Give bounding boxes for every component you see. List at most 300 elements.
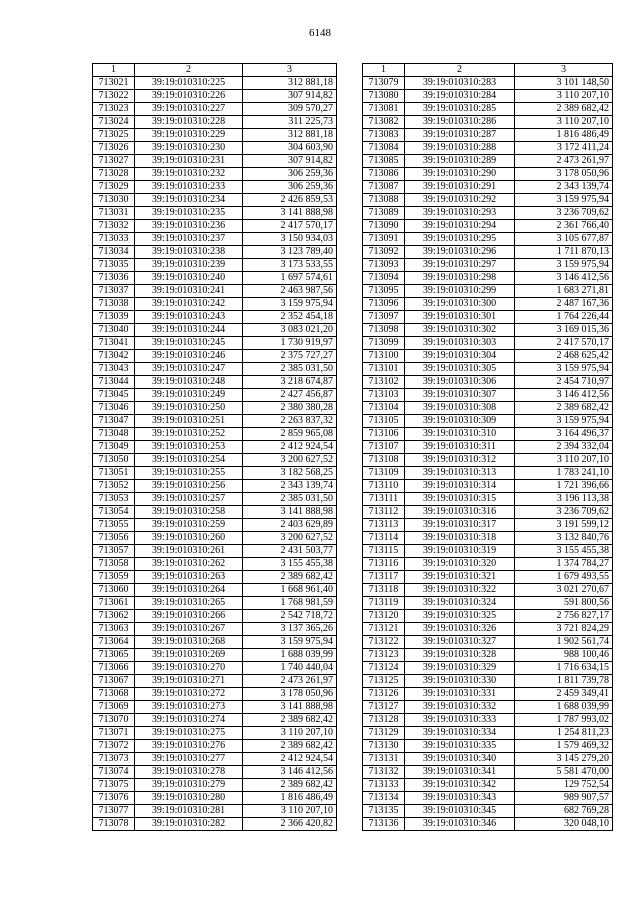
cadastral-number-cell: 39:19:010310:262	[135, 558, 243, 571]
cadastral-number-cell: 39:19:010310:331	[405, 688, 515, 701]
table-row	[93, 142, 337, 155]
table-row	[93, 389, 337, 402]
row-number-cell: 713121	[363, 623, 405, 636]
row-number-cell: 713096	[363, 298, 405, 311]
cadastral-number-cell: 39:19:010310:263	[135, 571, 243, 584]
cadastral-number-cell: 39:19:010310:291	[405, 181, 515, 194]
value-cell: 3 218 674,87	[243, 376, 337, 389]
row-number-cell: 713038	[93, 298, 135, 311]
registry-table-left	[92, 63, 337, 831]
column-header: 3	[243, 64, 337, 77]
table-row	[93, 727, 337, 740]
value-cell: 3 173 533,55	[243, 259, 337, 272]
table-row	[363, 337, 613, 350]
row-number-cell: 713064	[93, 636, 135, 649]
table-row	[93, 480, 337, 493]
value-cell: 2 385 031,50	[243, 493, 337, 506]
row-number-cell: 713024	[93, 116, 135, 129]
row-number-cell: 713136	[363, 818, 405, 831]
cadastral-number-cell: 39:19:010310:329	[405, 662, 515, 675]
cadastral-number-cell: 39:19:010310:233	[135, 181, 243, 194]
value-cell: 1 768 981,59	[243, 597, 337, 610]
table-row	[363, 701, 613, 714]
table-row	[93, 168, 337, 181]
value-cell: 3 155 455,38	[243, 558, 337, 571]
value-cell: 2 468 625,42	[515, 350, 613, 363]
value-cell: 2 756 827,17	[515, 610, 613, 623]
row-number-cell: 713048	[93, 428, 135, 441]
cadastral-number-cell: 39:19:010310:314	[405, 480, 515, 493]
cadastral-number-cell: 39:19:010310:330	[405, 675, 515, 688]
cadastral-number-cell: 39:19:010310:309	[405, 415, 515, 428]
table-row	[363, 714, 613, 727]
row-number-cell: 713134	[363, 792, 405, 805]
value-cell: 2 366 420,82	[243, 818, 337, 831]
value-cell: 129 752,54	[515, 779, 613, 792]
table-row	[93, 623, 337, 636]
table-row	[363, 610, 613, 623]
value-cell: 1 764 226,44	[515, 311, 613, 324]
row-number-cell: 713124	[363, 662, 405, 675]
row-number-cell: 713031	[93, 207, 135, 220]
table-row	[93, 402, 337, 415]
cadastral-number-cell: 39:19:010310:299	[405, 285, 515, 298]
value-cell: 1 579 469,32	[515, 740, 613, 753]
row-number-cell: 713104	[363, 402, 405, 415]
value-cell: 1 783 241,10	[515, 467, 613, 480]
row-number-cell: 713129	[363, 727, 405, 740]
value-cell: 3 236 709,62	[515, 506, 613, 519]
value-cell: 1 730 919,97	[243, 337, 337, 350]
row-number-cell: 713060	[93, 584, 135, 597]
table-row	[363, 467, 613, 480]
cadastral-number-cell: 39:19:010310:284	[405, 90, 515, 103]
cadastral-number-cell: 39:19:010310:296	[405, 246, 515, 259]
cadastral-number-cell: 39:19:010310:268	[135, 636, 243, 649]
row-number-cell: 713100	[363, 350, 405, 363]
table-row	[363, 428, 613, 441]
cadastral-number-cell: 39:19:010310:308	[405, 402, 515, 415]
cadastral-number-cell: 39:19:010310:251	[135, 415, 243, 428]
row-number-cell: 713103	[363, 389, 405, 402]
row-number-cell: 713026	[93, 142, 135, 155]
row-number-cell: 713111	[363, 493, 405, 506]
cadastral-number-cell: 39:19:010310:289	[405, 155, 515, 168]
table-row	[93, 610, 337, 623]
cadastral-number-cell: 39:19:010310:252	[135, 428, 243, 441]
cadastral-number-cell: 39:19:010310:242	[135, 298, 243, 311]
cadastral-number-cell: 39:19:010310:239	[135, 259, 243, 272]
value-cell: 309 570,27	[243, 103, 337, 116]
cadastral-number-cell: 39:19:010310:269	[135, 649, 243, 662]
cadastral-number-cell: 39:19:010310:225	[135, 77, 243, 90]
cadastral-number-cell: 39:19:010310:324	[405, 597, 515, 610]
table-row	[363, 350, 613, 363]
value-cell: 3 110 207,10	[243, 727, 337, 740]
cadastral-number-cell: 39:19:010310:228	[135, 116, 243, 129]
column-header: 2	[405, 64, 515, 77]
cadastral-number-cell: 39:19:010310:259	[135, 519, 243, 532]
table-row	[363, 545, 613, 558]
cadastral-number-cell: 39:19:010310:265	[135, 597, 243, 610]
cadastral-number-cell: 39:19:010310:258	[135, 506, 243, 519]
table-row	[93, 532, 337, 545]
value-cell: 2 459 349,41	[515, 688, 613, 701]
row-number-cell: 713036	[93, 272, 135, 285]
table-row	[363, 493, 613, 506]
table-row	[363, 142, 613, 155]
row-number-cell: 713108	[363, 454, 405, 467]
row-number-cell: 713113	[363, 519, 405, 532]
row-number-cell: 713062	[93, 610, 135, 623]
table-row	[363, 792, 613, 805]
value-cell: 3 141 888,98	[243, 506, 337, 519]
table-row	[363, 532, 613, 545]
value-cell: 3 236 709,62	[515, 207, 613, 220]
value-cell: 307 914,82	[243, 155, 337, 168]
cadastral-number-cell: 39:19:010310:315	[405, 493, 515, 506]
value-cell: 2 431 503,77	[243, 545, 337, 558]
cadastral-number-cell: 39:19:010310:270	[135, 662, 243, 675]
row-number-cell: 713028	[93, 168, 135, 181]
value-cell: 1 254 811,23	[515, 727, 613, 740]
cadastral-number-cell: 39:19:010310:311	[405, 441, 515, 454]
value-cell: 3 132 840,76	[515, 532, 613, 545]
row-number-cell: 713075	[93, 779, 135, 792]
row-number-cell: 713094	[363, 272, 405, 285]
cadastral-number-cell: 39:19:010310:333	[405, 714, 515, 727]
table-row	[93, 805, 337, 818]
value-cell: 2 412 924,54	[243, 753, 337, 766]
cadastral-number-cell: 39:19:010310:294	[405, 220, 515, 233]
cadastral-number-cell: 39:19:010310:279	[135, 779, 243, 792]
value-cell: 2 473 261,97	[243, 675, 337, 688]
table-row	[93, 298, 337, 311]
table-row	[363, 727, 613, 740]
table-row	[93, 467, 337, 480]
row-number-cell: 713081	[363, 103, 405, 116]
cadastral-number-cell: 39:19:010310:254	[135, 454, 243, 467]
row-number-cell: 713130	[363, 740, 405, 753]
row-number-cell: 713080	[363, 90, 405, 103]
table-row	[363, 194, 613, 207]
cadastral-number-cell: 39:19:010310:310	[405, 428, 515, 441]
row-number-cell: 713112	[363, 506, 405, 519]
cadastral-number-cell: 39:19:010310:285	[405, 103, 515, 116]
row-number-cell: 713039	[93, 311, 135, 324]
table-row	[93, 194, 337, 207]
cadastral-number-cell: 39:19:010310:345	[405, 805, 515, 818]
table-row	[93, 454, 337, 467]
table-row	[363, 285, 613, 298]
value-cell: 3 110 207,10	[515, 90, 613, 103]
value-cell: 3 178 050,96	[243, 688, 337, 701]
table-row	[363, 155, 613, 168]
cadastral-number-cell: 39:19:010310:341	[405, 766, 515, 779]
row-number-cell: 713126	[363, 688, 405, 701]
table-row	[363, 753, 613, 766]
row-number-cell: 713087	[363, 181, 405, 194]
table-row	[93, 792, 337, 805]
cadastral-number-cell: 39:19:010310:295	[405, 233, 515, 246]
row-number-cell: 713105	[363, 415, 405, 428]
table-row	[363, 519, 613, 532]
table-row	[93, 636, 337, 649]
table-row	[363, 818, 613, 831]
value-cell: 1 688 039,99	[243, 649, 337, 662]
value-cell: 1 668 961,40	[243, 584, 337, 597]
row-number-cell: 713059	[93, 571, 135, 584]
value-cell: 3 137 365,26	[243, 623, 337, 636]
table-row	[363, 233, 613, 246]
table-row	[363, 324, 613, 337]
row-number-cell: 713025	[93, 129, 135, 142]
value-cell: 2 389 682,42	[243, 740, 337, 753]
row-number-cell: 713095	[363, 285, 405, 298]
value-cell: 682 769,28	[515, 805, 613, 818]
value-cell: 2 859 965,08	[243, 428, 337, 441]
table-row	[93, 350, 337, 363]
table-row	[363, 259, 613, 272]
row-number-cell: 713128	[363, 714, 405, 727]
row-number-cell: 713132	[363, 766, 405, 779]
cadastral-number-cell: 39:19:010310:257	[135, 493, 243, 506]
table-row	[363, 389, 613, 402]
table-row	[363, 298, 613, 311]
page-number: 6148	[309, 27, 331, 39]
row-number-cell: 713077	[93, 805, 135, 818]
value-cell: 2 385 031,50	[243, 363, 337, 376]
cadastral-number-cell: 39:19:010310:325	[405, 610, 515, 623]
value-cell: 3 182 568,25	[243, 467, 337, 480]
row-number-cell: 713099	[363, 337, 405, 350]
table-row	[93, 285, 337, 298]
value-cell: 304 603,90	[243, 142, 337, 155]
row-number-cell: 713123	[363, 649, 405, 662]
table-row	[363, 636, 613, 649]
table-row	[93, 259, 337, 272]
row-number-cell: 713068	[93, 688, 135, 701]
table-row	[363, 779, 613, 792]
table-row	[363, 181, 613, 194]
table-row	[363, 415, 613, 428]
cadastral-number-cell: 39:19:010310:306	[405, 376, 515, 389]
cadastral-number-cell: 39:19:010310:328	[405, 649, 515, 662]
row-number-cell: 713127	[363, 701, 405, 714]
cadastral-number-cell: 39:19:010310:266	[135, 610, 243, 623]
table-row	[363, 766, 613, 779]
value-cell: 3 191 599,12	[515, 519, 613, 532]
value-cell: 2 427 456,87	[243, 389, 337, 402]
row-number-cell: 713029	[93, 181, 135, 194]
row-number-cell: 713045	[93, 389, 135, 402]
row-number-cell: 713114	[363, 532, 405, 545]
table-row	[363, 441, 613, 454]
value-cell: 3 200 627,52	[243, 454, 337, 467]
value-cell: 1 816 486,49	[243, 792, 337, 805]
row-number-cell: 713098	[363, 324, 405, 337]
row-number-cell: 713027	[93, 155, 135, 168]
value-cell: 3 155 455,38	[515, 545, 613, 558]
row-number-cell: 713082	[363, 116, 405, 129]
table-row	[93, 714, 337, 727]
table-row	[363, 363, 613, 376]
value-cell: 3 145 279,20	[515, 753, 613, 766]
row-number-cell: 713034	[93, 246, 135, 259]
row-number-cell: 713044	[93, 376, 135, 389]
value-cell: 1 688 039,99	[515, 701, 613, 714]
value-cell: 3 172 411,24	[515, 142, 613, 155]
cadastral-number-cell: 39:19:010310:290	[405, 168, 515, 181]
cadastral-number-cell: 39:19:010310:275	[135, 727, 243, 740]
row-number-cell: 713078	[93, 818, 135, 831]
row-number-cell: 713125	[363, 675, 405, 688]
table-row	[93, 428, 337, 441]
table-row	[93, 77, 337, 90]
table-row	[363, 584, 613, 597]
table-row	[93, 701, 337, 714]
table-row	[93, 116, 337, 129]
value-cell: 3 196 113,38	[515, 493, 613, 506]
table-row	[93, 558, 337, 571]
cadastral-number-cell: 39:19:010310:274	[135, 714, 243, 727]
cadastral-number-cell: 39:19:010310:272	[135, 688, 243, 701]
table-row	[363, 454, 613, 467]
cadastral-number-cell: 39:19:010310:253	[135, 441, 243, 454]
cadastral-number-cell: 39:19:010310:248	[135, 376, 243, 389]
table-row	[93, 337, 337, 350]
row-number-cell: 713120	[363, 610, 405, 623]
cadastral-number-cell: 39:19:010310:346	[405, 818, 515, 831]
value-cell: 2 389 682,42	[243, 714, 337, 727]
value-cell: 3 141 888,98	[243, 701, 337, 714]
value-cell: 3 150 934,03	[243, 233, 337, 246]
row-number-cell: 713033	[93, 233, 135, 246]
cadastral-number-cell: 39:19:010310:230	[135, 142, 243, 155]
value-cell: 3 169 015,36	[515, 324, 613, 337]
row-number-cell: 713106	[363, 428, 405, 441]
row-number-cell: 713066	[93, 662, 135, 675]
table-row	[93, 584, 337, 597]
table-row	[363, 207, 613, 220]
table-row	[363, 480, 613, 493]
value-cell: 1 787 993,02	[515, 714, 613, 727]
table-row	[363, 311, 613, 324]
value-cell: 1 697 574,61	[243, 272, 337, 285]
row-number-cell: 713073	[93, 753, 135, 766]
table-row	[363, 597, 613, 610]
row-number-cell: 713119	[363, 597, 405, 610]
row-number-cell: 713058	[93, 558, 135, 571]
table-row	[93, 506, 337, 519]
table-row	[363, 558, 613, 571]
value-cell: 2 361 766,40	[515, 220, 613, 233]
table-row	[93, 818, 337, 831]
row-number-cell: 713049	[93, 441, 135, 454]
row-number-cell: 713030	[93, 194, 135, 207]
cadastral-number-cell: 39:19:010310:231	[135, 155, 243, 168]
value-cell: 3 123 789,40	[243, 246, 337, 259]
header-row	[363, 64, 613, 77]
value-cell: 3 159 975,94	[515, 415, 613, 428]
value-cell: 2 343 139,74	[515, 181, 613, 194]
row-number-cell: 713050	[93, 454, 135, 467]
table-row	[93, 740, 337, 753]
row-number-cell: 713079	[363, 77, 405, 90]
table-row	[93, 415, 337, 428]
table-row	[93, 220, 337, 233]
value-cell: 3 159 975,94	[515, 259, 613, 272]
cadastral-number-cell: 39:19:010310:246	[135, 350, 243, 363]
row-number-cell: 713054	[93, 506, 135, 519]
row-number-cell: 713041	[93, 337, 135, 350]
table-row	[93, 207, 337, 220]
row-number-cell: 713092	[363, 246, 405, 259]
value-cell: 988 100,46	[515, 649, 613, 662]
row-number-cell: 713021	[93, 77, 135, 90]
column-header: 1	[363, 64, 405, 77]
cadastral-number-cell: 39:19:010310:312	[405, 454, 515, 467]
row-number-cell: 713035	[93, 259, 135, 272]
value-cell: 2 389 682,42	[243, 571, 337, 584]
value-cell: 1 716 634,15	[515, 662, 613, 675]
value-cell: 320 048,10	[515, 818, 613, 831]
cadastral-number-cell: 39:19:010310:234	[135, 194, 243, 207]
cadastral-number-cell: 39:19:010310:264	[135, 584, 243, 597]
cadastral-number-cell: 39:19:010310:235	[135, 207, 243, 220]
value-cell: 1 374 784,27	[515, 558, 613, 571]
cadastral-number-cell: 39:19:010310:313	[405, 467, 515, 480]
table-row	[93, 493, 337, 506]
value-cell: 2 263 837,32	[243, 415, 337, 428]
value-cell: 2 352 454,18	[243, 311, 337, 324]
registry-table-right	[362, 63, 613, 831]
table-row	[93, 662, 337, 675]
row-number-cell: 713083	[363, 129, 405, 142]
cadastral-number-cell: 39:19:010310:304	[405, 350, 515, 363]
cadastral-number-cell: 39:19:010310:343	[405, 792, 515, 805]
cadastral-number-cell: 39:19:010310:236	[135, 220, 243, 233]
table-row	[363, 129, 613, 142]
row-number-cell: 713090	[363, 220, 405, 233]
value-cell: 3 110 207,10	[243, 805, 337, 818]
table-row	[93, 779, 337, 792]
table-row	[93, 688, 337, 701]
cadastral-number-cell: 39:19:010310:260	[135, 532, 243, 545]
cadastral-number-cell: 39:19:010310:302	[405, 324, 515, 337]
row-number-cell: 713042	[93, 350, 135, 363]
table-row	[363, 116, 613, 129]
table-row	[93, 675, 337, 688]
table-row	[363, 688, 613, 701]
table-row	[93, 571, 337, 584]
column-header: 3	[515, 64, 613, 77]
value-cell: 3 159 975,94	[243, 636, 337, 649]
row-number-cell: 713102	[363, 376, 405, 389]
cadastral-number-cell: 39:19:010310:326	[405, 623, 515, 636]
cadastral-number-cell: 39:19:010310:244	[135, 324, 243, 337]
table-row	[93, 376, 337, 389]
value-cell: 3 105 677,87	[515, 233, 613, 246]
cadastral-number-cell: 39:19:010310:278	[135, 766, 243, 779]
value-cell: 1 740 440,04	[243, 662, 337, 675]
row-number-cell: 713067	[93, 675, 135, 688]
row-number-cell: 713065	[93, 649, 135, 662]
value-cell: 2 417 570,17	[515, 337, 613, 350]
cadastral-number-cell: 39:19:010310:317	[405, 519, 515, 532]
cadastral-number-cell: 39:19:010310:298	[405, 272, 515, 285]
value-cell: 989 907,57	[515, 792, 613, 805]
